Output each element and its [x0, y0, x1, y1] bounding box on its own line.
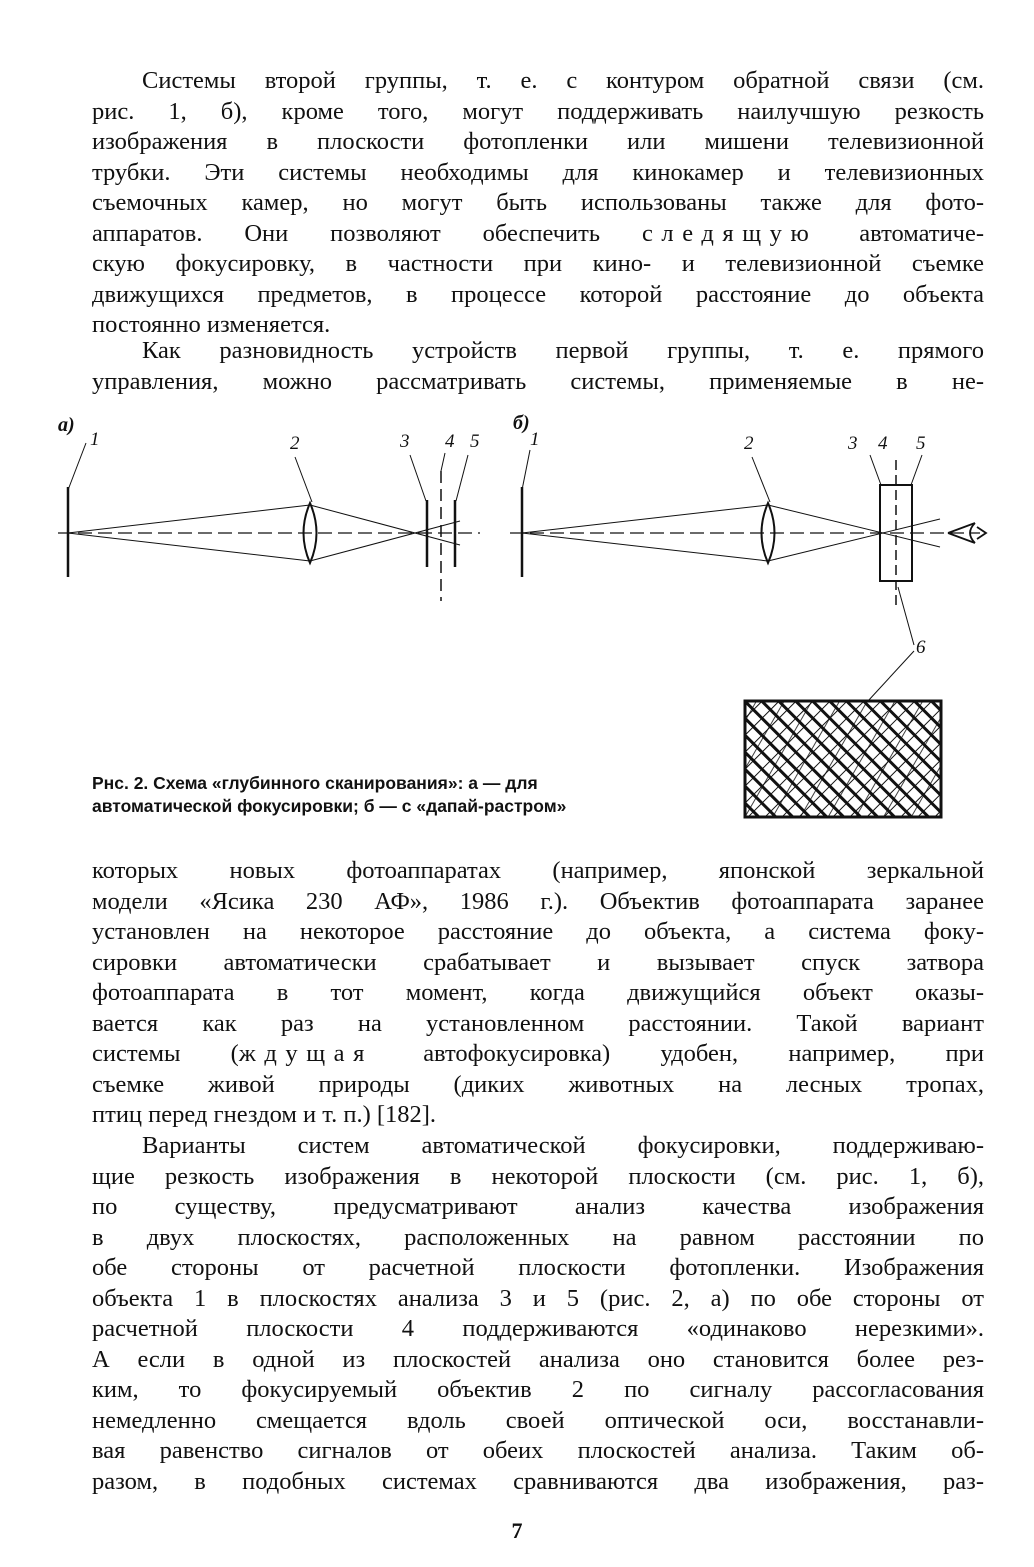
- label-1: 1: [530, 429, 540, 450]
- label-4: 4: [878, 433, 888, 454]
- text-line: скую фокусировку, в частности при кино- и телевизионной съемке: [92, 250, 984, 277]
- text-line: модели «Ясика 230 АФ», 1986 г.). Объектив фотоаппарата заранее: [92, 887, 984, 915]
- text-line: съемочных камер, но могут быть использованы также для фото-: [92, 189, 984, 216]
- text-line: обе стороны от расчетной плоскости фотопленки. Изображения: [92, 1254, 984, 1281]
- label-2: 2: [290, 433, 300, 454]
- label-5: 5: [916, 433, 926, 454]
- caption-line: Рнс. 2. Схема «глубинного сканирования»: а — для: [92, 773, 538, 793]
- text-line-mixed: [92, 1039, 984, 1070]
- label-3: 3: [400, 431, 410, 452]
- text-fragment: аппаратов. Они позволяют обеспечить: [92, 219, 601, 247]
- text-line: разом, в подобных системах сравниваются два изображения, раз-: [92, 1467, 984, 1495]
- text-fragment: системы (: [92, 1040, 239, 1067]
- leader-line: [752, 457, 770, 502]
- label-5: 5: [470, 431, 480, 452]
- page-number: 7: [511, 1518, 523, 1543]
- label-2: 2: [744, 433, 754, 454]
- leader-line: [911, 455, 922, 485]
- panel-a-label: а): [58, 414, 75, 436]
- leader-line: [868, 651, 914, 701]
- panel-a: [58, 414, 480, 601]
- ray: [768, 505, 940, 547]
- leader-line: [870, 455, 881, 485]
- text-line: сировки автоматически срабатывает и вызывает спуск затвора: [92, 948, 984, 976]
- text-fragment: автофокусировка) удобен, например, при: [372, 1040, 984, 1067]
- label-6: 6: [916, 637, 926, 658]
- text-line: постоянно изменяется.: [92, 311, 331, 338]
- leader-line: [441, 453, 445, 471]
- caption-line: автоматической фокусировки; б — с «дапай-растром»: [92, 796, 567, 816]
- text-line: щие резкость изображения в некоторой плоскости (см. рис. 1, б),: [92, 1162, 984, 1190]
- text-line: изображения в плоскости фотопленки или мишени телевизионной: [92, 128, 984, 155]
- emphasized-word: ждущая: [238, 1040, 373, 1067]
- paragraph-3: [92, 856, 984, 1131]
- panel-b-label: б): [513, 412, 530, 434]
- text-line: А если в одной из плоскостей анализа оно становится более рез-: [92, 1345, 984, 1373]
- paragraph-4: [92, 1131, 984, 1497]
- ray: [68, 533, 310, 561]
- paragraph-1: [92, 66, 984, 341]
- text-line: Как разновидность устройств первой группы, т. е. прямого: [142, 337, 984, 364]
- ray: [522, 533, 768, 561]
- ray: [68, 505, 310, 533]
- text-line: вается как раз на установленном расстоянии. Такой вариант: [92, 1009, 984, 1037]
- text-line: съемке живой природы (диких животных на лесных тропах,: [92, 1070, 984, 1098]
- text-line: Варианты систем автоматической фокусировки, поддерживаю-: [142, 1132, 984, 1159]
- text-line: птиц перед гнездом и т. п.) [182].: [92, 1101, 437, 1128]
- text-line: немедленно смещается вдоль своей оптической оси, восстанавли-: [92, 1406, 984, 1434]
- label-1: 1: [90, 429, 100, 450]
- leader-line: [410, 455, 426, 501]
- text-line: ким, то фокусируемый объектив 2 по сигналу рассогласования: [92, 1376, 984, 1403]
- raster-sample-overlay: [745, 701, 941, 817]
- text-line: установлен на некоторое расстояние до объекта, а система фоку-: [92, 918, 984, 945]
- emphasized-word: следящую: [641, 219, 818, 247]
- optical-scheme-figure: [40, 405, 1000, 835]
- leader-line: [68, 443, 86, 490]
- ray: [310, 505, 460, 545]
- text-line: в двух плоскостях, расположенных на равном расстоянии по: [92, 1223, 984, 1251]
- leader-line: [295, 457, 312, 502]
- ray: [768, 519, 940, 561]
- leader-line: [522, 450, 530, 490]
- text-fragment: автоматиче-: [859, 219, 984, 247]
- text-line: управления, можно рассматривать системы, применяемые в не-: [92, 367, 984, 395]
- text-line: фотоаппарата в тот момент, когда движущийся объект оказы-: [92, 979, 984, 1006]
- text-line: трубки. Эти системы необходимы для кинокамер и телевизионных: [92, 158, 984, 186]
- ray: [310, 521, 460, 561]
- text-line: объекта 1 в плоскостях анализа 3 и 5 (рис. 2, а) по обе стороны от: [92, 1284, 984, 1312]
- ray: [522, 505, 768, 533]
- panel-b: [510, 412, 986, 817]
- leader-line: [898, 587, 914, 645]
- text-line: рис. 1, б), кроме того, могут поддерживать наилучшую резкость: [92, 97, 984, 125]
- text-line: расчетной плоскости 4 поддерживаются «одинаково нерезкими».: [92, 1315, 984, 1342]
- text-line-mixed: [92, 219, 984, 250]
- text-line: которых новых фотоаппаратах (например, японской зеркальной: [92, 857, 984, 884]
- text-line: по существу, предусматривают анализ качества изображения: [92, 1193, 984, 1220]
- leader-line: [456, 455, 468, 501]
- figure-caption: [92, 772, 712, 818]
- text-line: Системы второй группы, т. е. с контуром обратной связи (см.: [142, 67, 984, 94]
- text-line: вая равенство сигналов от обеих плоскостей анализа. Таким об-: [92, 1437, 984, 1464]
- paragraph-2: [92, 336, 984, 397]
- label-3: 3: [848, 433, 858, 454]
- text-line: движущихся предметов, в процессе которой расстояние до объекта: [92, 280, 984, 308]
- label-4: 4: [445, 431, 455, 452]
